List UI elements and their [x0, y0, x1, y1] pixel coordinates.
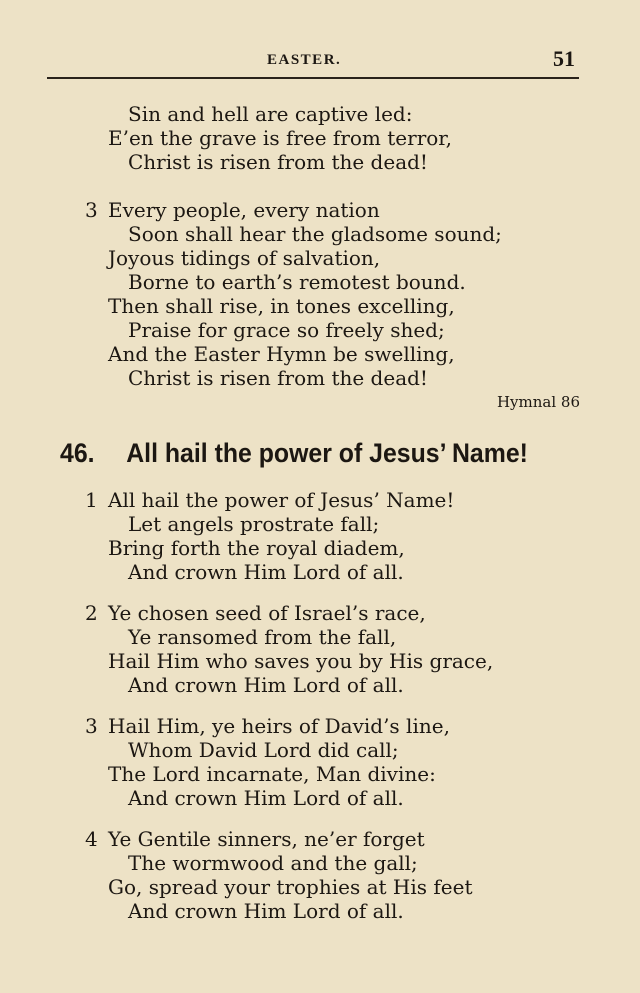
verse-line: Christ is risen from the dead!	[128, 366, 428, 390]
verse-line: The Lord incarnate, Man divine:	[108, 762, 436, 786]
verse-line: Praise for grace so freely shed;	[128, 318, 445, 342]
header-rule	[47, 77, 579, 79]
verse-line: And crown Him Lord of all.	[128, 560, 404, 584]
verse-line: Borne to earth’s remotest bound.	[128, 270, 466, 294]
hymn-title: All hail the power of Jesus’ Name!	[126, 438, 528, 468]
verse-line: Joyous tidings of salvation,	[108, 246, 381, 270]
page-header	[47, 44, 577, 80]
verse-line: Go, spread your trophies at His feet	[108, 875, 473, 899]
verse-line: Let angels prostrate fall;	[128, 512, 380, 536]
verse-line: Ye chosen seed of Israel’s race,	[108, 601, 426, 625]
verse-line: Whom David Lord did call;	[128, 738, 399, 762]
verse-line: And crown Him Lord of all.	[128, 673, 404, 697]
hymn-heading	[60, 438, 528, 469]
verse-line: E’en the grave is free from terror,	[108, 126, 453, 150]
verse-line: Christ is risen from the dead!	[128, 150, 428, 174]
verse-line: Hail Him, ye heirs of David’s line,	[108, 714, 450, 738]
hymnal-citation: Hymnal 86	[496, 393, 580, 411]
verse-line: And the Easter Hymn be swelling,	[108, 342, 455, 366]
verse-line: And crown Him Lord of all.	[128, 899, 404, 923]
hymn-number: 46.	[60, 438, 95, 468]
verse-line: The wormwood and the gall;	[128, 851, 418, 875]
verse-line: Then shall rise, in tones excelling,	[108, 294, 455, 318]
stanza-number: 4	[85, 827, 98, 851]
running-title: EASTER.	[267, 52, 342, 68]
stanza-number: 2	[85, 601, 98, 625]
verse-line: Every people, every nation	[108, 198, 380, 222]
stanza-number: 3	[85, 714, 98, 738]
verse-line: All hail the power of Jesus’ Name!	[108, 488, 455, 512]
verse-line: Soon shall hear the gladsome sound;	[128, 222, 502, 246]
verse-line: Sin and hell are captive led:	[128, 102, 413, 126]
stanza-number: 3	[85, 198, 98, 222]
page-number: 51	[553, 46, 575, 71]
verse-line: Bring forth the royal diadem,	[108, 536, 405, 560]
verse-line: And crown Him Lord of all.	[128, 786, 404, 810]
verse-line: Hail Him who saves you by His grace,	[108, 649, 494, 673]
stanza-number: 1	[85, 488, 98, 512]
verse-line: Ye ransomed from the fall,	[128, 625, 397, 649]
verse-line: Ye Gentile sinners, ne’er forget	[108, 827, 425, 851]
